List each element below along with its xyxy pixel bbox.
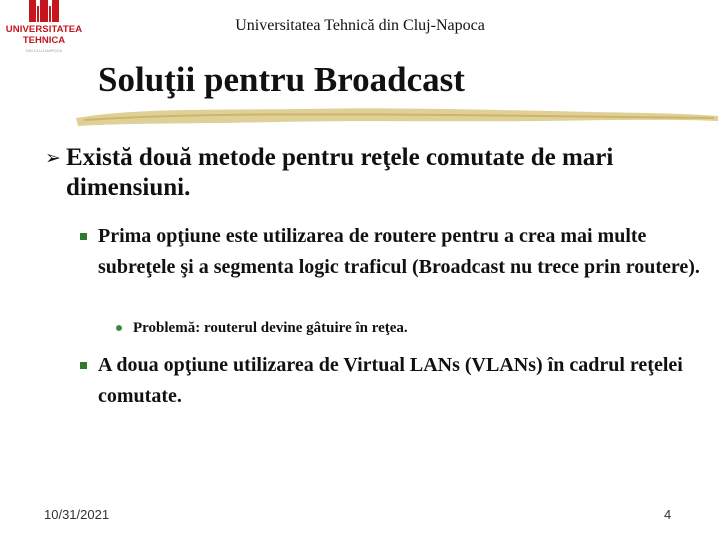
bullet-level2-first — [98, 221, 708, 283]
bullet-level3-text: Problemă: routerul devine gâtuire în reţea. — [133, 320, 408, 336]
bullet-level1-text: Există două metode pentru reţele comutate de mari dimensiuni. — [66, 144, 614, 201]
title-underline-brush — [74, 104, 720, 130]
bullet-level2-second-text: A doua opţiune utilizarea de Virtual LANs (VLANs) în cadrul reţelei comutate. — [98, 354, 683, 407]
bullet-level3 — [133, 318, 693, 338]
footer-date: 10/31/2021 — [44, 507, 110, 522]
logo-line-3: DIN CLUJ-NAPOCA — [25, 48, 63, 53]
logo-line-1: UNIVERSITATEA — [5, 24, 83, 35]
arrow-bullet-icon: ➢ — [45, 147, 61, 169]
slide-header: Universitatea Tehnică din Cluj-Napoca — [235, 17, 485, 34]
footer-page-number: 4 — [664, 507, 672, 522]
square-bullet-icon — [80, 362, 87, 369]
slide-title: Soluţii pentru Broadcast — [98, 60, 465, 99]
logo-line-2: TEHNICA — [22, 35, 66, 46]
bullet-level2-second — [98, 350, 708, 412]
dot-bullet-icon — [116, 325, 122, 331]
square-bullet-icon — [80, 233, 87, 240]
bullet-level1 — [45, 143, 706, 203]
bullet-level2-first-text: Prima opţiune este utilizarea de routere pentru a crea mai multe subreţele şi a segmenta logic traficul (Broadcast nu trece prin routere). — [98, 225, 700, 278]
